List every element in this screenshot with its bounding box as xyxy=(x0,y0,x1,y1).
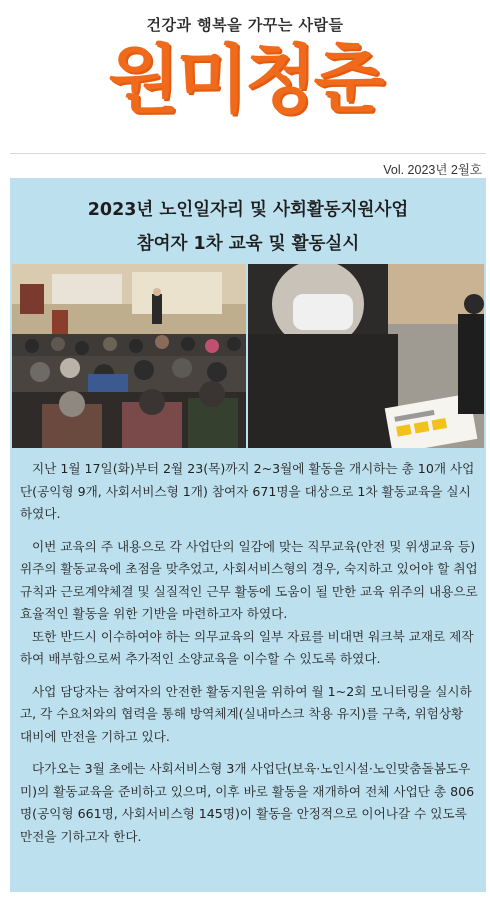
article-paragraph: 사업 담당자는 참여자의 안전한 활동지원을 위하여 월 1~2회 모니터링을 실시하고, 각 수요처와의 협력을 통해 방역체계(실내마스크 착용 유지)를 구축, 위험상황 대비에 만전을 기하고 있다. xyxy=(20,683,472,744)
article-title-line1: 2023년 노인일자리 및 사회활동지원사업 xyxy=(87,200,409,220)
workbook-photo xyxy=(248,264,484,448)
article-panel xyxy=(10,178,486,892)
newsletter-logo: 원미청춘 xyxy=(108,37,382,123)
masthead-divider xyxy=(10,153,486,154)
article-paragraph: 또한 반드시 이수하여야 하는 의무교육의 일부 자료를 비대면 워크북 교재로 제작하여 배부함으로써 추가적인 소양교육을 이수할 수 있도록 하였다. xyxy=(20,628,474,666)
article-paragraph: 이번 교육의 주 내용으로 각 사업단의 일감에 맞는 직무교육(안전 및 위생교육 등) 위주의 활동교육에 초점을 맞추었고, 사회서비스형의 경우, 숙지하고 있어야 할 취업규칙과 근로계약체결 및 실질적인 근무 활동에 도움이 될 만한 교육 위주의 내용으로 효율적인 활동을 위한 기반을 마련하고자 하였다. xyxy=(20,538,478,621)
masthead xyxy=(0,0,490,150)
issue-label: Vol. 2023년 2월호 xyxy=(383,163,482,177)
article-paragraph: 다가오는 3월 초에는 사회서비스형 3개 사업단(보육·노인시설·노인맞춤돌봄도우미)의 활동교육을 준비하고 있으며, 이후 바로 활동을 재개하여 전체 사업단 총 806명(공익형 661명, 사회서비스형 145명)이 활동을 안정적으로 이어나갈 수 있도록 만전을 기하고자 한다. xyxy=(20,761,475,844)
article-body xyxy=(20,458,478,848)
article-title-line2: 참여자 1차 교육 및 활동실시 xyxy=(136,234,360,254)
tagline: 건강과 행복을 가꾸는 사람들 xyxy=(146,16,344,34)
education-session-photo xyxy=(12,264,246,448)
article-paragraph: 지난 1월 17일(화)부터 2월 23(목)까지 2~3월에 활동을 개시하는 총 10개 사업단(공익형 9개, 사회서비스형 1개) 참여자 671명을 대상으로 1차 활동교육을 실시하였다. xyxy=(20,461,475,521)
